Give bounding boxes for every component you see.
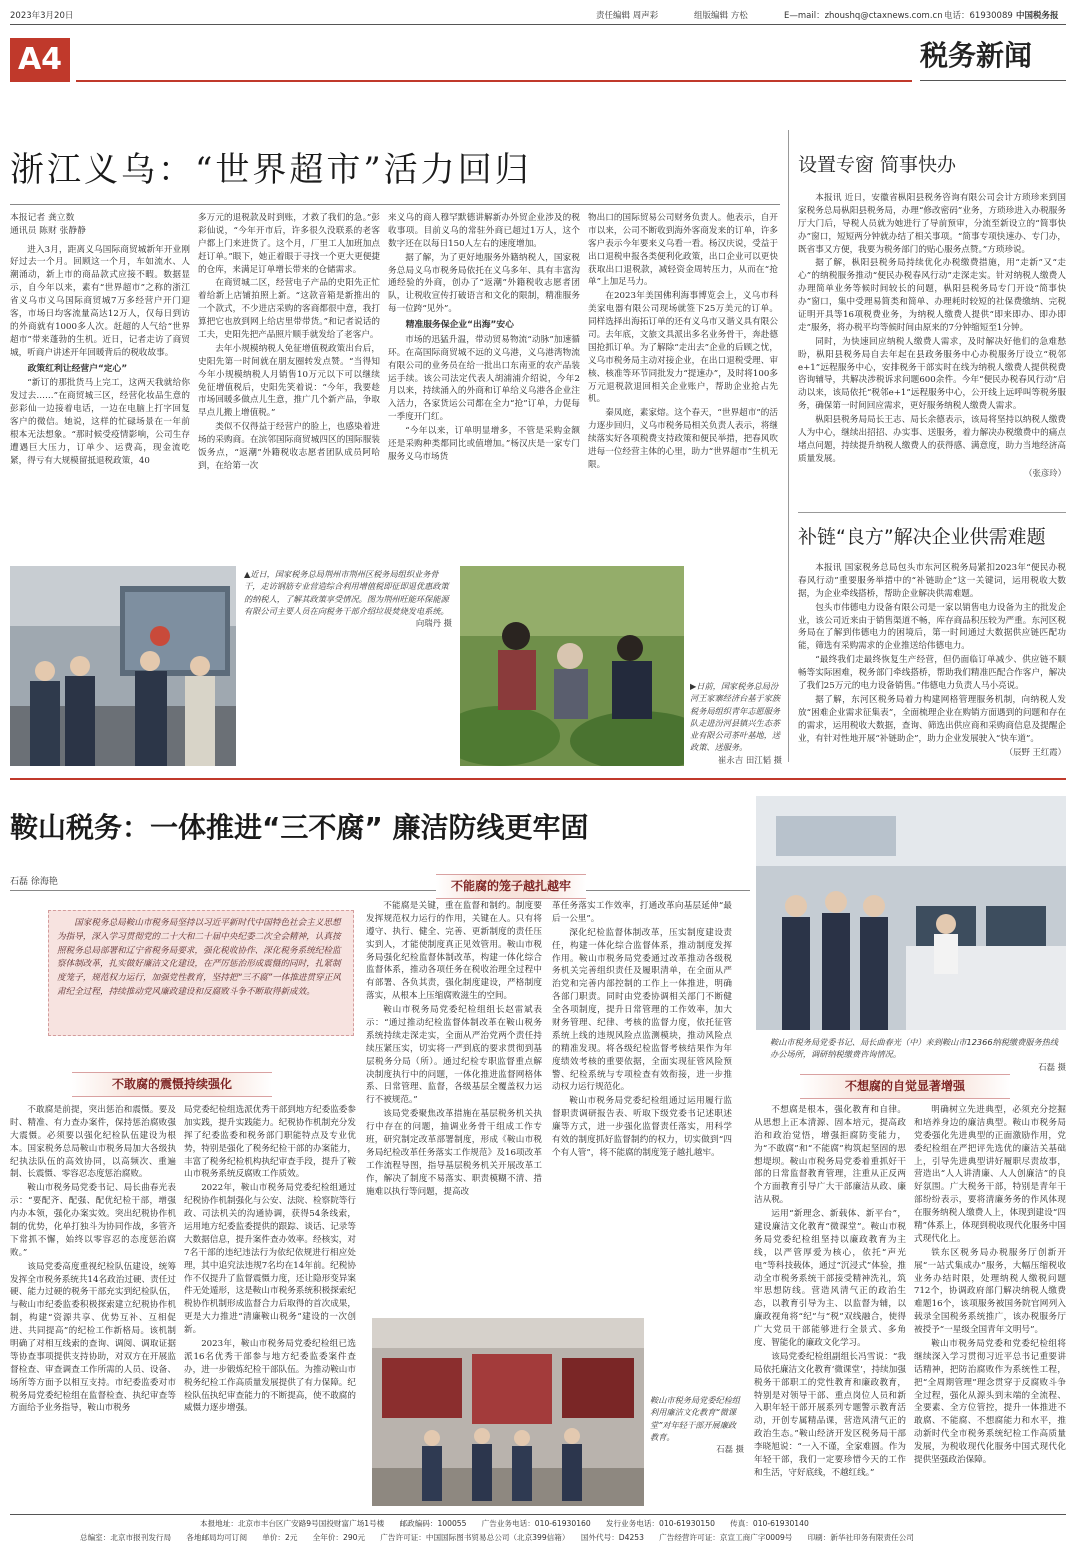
paragraph: 鞍山市税务局党委纪检组组长赵雷斌表示：“通过推动纪检监督体制改革在鞍山税务系统持续走深走实，全面从严治党两个责任持续压紧压实，切实将一严到底的要求贯彻到基层税务分局（所）。通过纪检专职监督重点解决制度执行中的问题，一体化推进监督网格体系、日常管理、监督，各级基层全覆盖权力运行不被规范。” — [366, 1005, 542, 1106]
paragraph: 来义乌的商人穆罕默德讲解新办外贸企业涉及的税收事项。目前义乌的常驻外商已超过1万人，这个数字还在以每日150人左右的速度增加。 — [388, 213, 580, 249]
sidebar-credit: （辰野 王红霞） — [1004, 747, 1066, 758]
paragraph: 明确树立先进典型，必须充分挖掘和培养身边的廉洁典型。鞍山市税务局党委强化先进典型的正面激励作用，党委纪检组在严把评先选优的廉洁关基础上，引导先进典型讲好履职尽责故事，营造出“人人讲清廉、人人创廉洁”的良好氛围。广大税务干部，特别是青年干部纷纷表示，要将清廉务务的作风体现在服务纳税人缴费人上，体现到建设“四精”体系上，体现到税收现代化服务中国式现代化上。 — [914, 1105, 1066, 1244]
paragraph: 不能腐是关键，重在监督和制约。制度要发挥规范权力运行的作用，关键在人。只有将遵守、执行、健全、完善、更新制度的责任压实到人，才能使制度真正见效管用。鞍山市税务局强化纪检监督体制改革，构建一体化综合监督体系，推动各项任务在税收治理全过程中有部署、各负其责，强化制度建设，严格制度落实，从根本上压缩腐败滋生的空间。 — [366, 901, 542, 1002]
subheading: 精准服务保企业“出海”安心 — [405, 320, 514, 331]
paragraph: “新订的那批货马上完工，这两天我就给你发过去……”在商贸城三区，经营化妆品生意的彭彩仙一边接着电话，一边在电脑上打字回复客户的微信。她说，这样的忙碌场景在一年前根本无法想象。“那时候受疫情影响，公司生存遭遇巨大压力，订单少、运费高，现金流吃紧，得亏有大规模留抵退税政策，40 — [10, 378, 190, 466]
paragraph: 不敢腐是前提，突出惩治和震慑。要及时、精准、有力查办案件，保持惩治腐败强大震慑。必须要以强化纪检队伍建设为根本。国家税务总局鞍山市税务局加大各级执纪执法队伍的高效协同，以高频次、重遍制、长震慑、零容忍态度惩治腐败。 — [10, 1105, 176, 1180]
paragraph: 在2023年美国佛利海事博览会上，义乌市科美家电器有限公司现场就签下25万美元的订单。同样选择出海拓订单的还有义乌市又谐义具有限公司。去年底，文旅文具派出多名业务骨干，奔赴德国抢抓订单。为了解除“走出去”企业的后顾之忧，义乌市税务局主动对接企业，在出口退税受理、审核、核准等环节同批发力“提速办”，及时将100多万元退税款退回相关企业账户，帮助企业抢占先机。 — [588, 291, 778, 405]
photo-illustration — [372, 1318, 644, 1506]
paragraph: 深化纪检监督体制改革，压实制度建设责任，构建一体化综合监督体系，推动制度发挥作用。鞍山市税务局党委通过改革推动各级税务机关完善组织责任及履职清单，在全面从严治党和完善内部控制的工作上一体推进，明确各部门职责。同时由党委协调相关部门不断健全各项制度，提升日常管理的工作效率，加大财务管理、纪律、考核的监督力度，依托征管系统上线的违规风险点监测模块，推动风险点的精准发现。将各级纪检监督考核结果作为年度绩效考核的重要依据，全面实现征管风险预警、纪检系统与专项检查有效衔接，进一步推动权力运行规范化。 — [552, 927, 732, 1093]
top-headline: 浙江义乌：“世界超市”活力回归 — [10, 150, 532, 190]
photo-tea-garden — [460, 566, 684, 766]
issue-date: 2023年3月20日 — [10, 11, 74, 21]
photo1-credit: 向瑞丹 摄 — [415, 618, 452, 629]
paragraph: 类似不仅得益于经营户的脸上，也感染着进场的采购商。在滨邻国际商贸城四区的国际服装饭务点，“返潮”外籍税收志愿者团队成员阿哈到，在给第一次 — [198, 422, 380, 471]
page-number: A4 — [17, 42, 63, 77]
sidebar-article-window — [798, 192, 1066, 508]
paragraph: 铁东区税务局办税服务厅创新开展“一站式集成办”服务，大幅压缩税收业务办结时限，处理纳税人缴税问题712个，协调政府部门解决纳税人缴费难题16个，该项服务被国务院官网列入载录全国税务系统推广，该办税服务厅被授予“一星级全国青年文明号”。 — [914, 1247, 1066, 1336]
photo4-caption: 鞍山市税务局党委纪检组利用廉洁文化教育“微课堂”对年轻干部开展廉政教育。 — [650, 1395, 741, 1442]
paragraph: 进入3月，距离义乌国际商贸城新年开业刚好过去一个月。回顾这一个月，车如流水、人潮涌动，新上市的商品款式应接不暇。数据显示，自今年以来，素有“世界超市”之称的浙江省义乌市义乌国际商贸城7万多经营户开门迎客，市场日均客流量高达12万人，仅每日到访的外商就有1000多人次。赶超的人气给“世界超市”带来蓬勃的生机。近日，记者走访了商贸城，听商户讲述开年回暖背后的税收故事。 — [10, 244, 190, 358]
paragraph: 鞍山市税务局党委书记、局长曲春光表示：“要配齐、配强、配优纪检干部，增强内办本领，强化办案实效。突出纪税协作机制的优势，化单打独斗为协同作战，多管齐下常抓不懈，始终以零容忍的态度惩治腐败。” — [10, 1183, 176, 1258]
photo3-caption: 鞍山市税务局党委书记、局长曲春光（中）来到鞍山市12366纳税缴费服务热线办公场所，调研纳税缴费咨询情况。 — [770, 1037, 1059, 1060]
designer-credit: 组版编辑 方松 — [694, 11, 748, 21]
sidebar-article-supply — [798, 562, 1066, 772]
top-col-2 — [198, 212, 380, 522]
photo1-caption-block — [244, 568, 452, 629]
bottom-col-6 — [914, 1104, 1066, 1506]
sidebar-title-supply: 补链“良方”解决企业供需难题 — [798, 526, 1046, 548]
paragraph: 本报讯 近日，安徽省枞阳县税务咨询有限公司会计方琐珍来到国家税务总局枞阳县税务局，办理“修改密码”业务，方琐珍进入办税服务厅大门后，导税人员就为她进行了导前预审，分流至新设立的“简事快办”窗口，短短两分钟就办结了相关事项。“简事专项快速办、专门办，既省事又方便，我要为税务部门的贴心服务点赞。”方琐珍说。 — [798, 193, 1066, 255]
paragraph: 多万元的退税款及时到账，才救了我们的急。”彭彩仙说，“今年开市后，许多很久没联系的老客户都上门来进货了。这个月，厂里工人加班加点赶订单。”眼下，她正着眼于寻找一个更大更便捷的仓库，来满足订单增长带来的仓储需求。 — [198, 213, 380, 275]
photo4-credit: 石磊 摄 — [716, 1444, 744, 1455]
paragraph: 去年小规模纳税人免征增值税政策出台后，史阳先第一时间就在朋友圈转发点赞。“当得知今年小规模纳税人月销售10万元以下可以继续免征增值税后，史阳先笑着说：“今年，我要趁市场回暖多做点儿生意，推广几个新产品，争取早点儿搬上增值税。” — [198, 343, 380, 419]
photo-education-classroom — [372, 1318, 644, 1506]
paragraph: 枞阳县税务局局长王志、局长余德表示，该局将坚持以纳税人缴费人为中心，继续出招招、办实事、送服务，着力解决办税缴费中的痛点堵点问题，持续提升纳税人缴费人的获得感、满意度，助力当地经济高质量发展。 — [798, 415, 1066, 464]
paragraph: 该局党委高度重视纪检队伍建设，统筹发挥全市税务系统共14名政治过硬、责任过硬、能力过硬的税务干部充实到纪检队伍，与鞍山市纪委监委积极探索建立纪税协作机制，构建“资源共享、优势互补、互相促进、共同提高”的纪检工作新格局。该机制明确了对相互线索的查询、调阅、调取证据等协查事项提供支持协助，对双方在开展监督检查、审查调查工作所需的人员、设备、场所等方面予以相互支持。市纪委监委对市税务局党委纪检组在监督检查、执纪审查等方面给予业务指导，鞍山市税务 — [10, 1261, 176, 1414]
top-col-4 — [588, 212, 778, 522]
photo-illustration — [460, 566, 684, 766]
paragraph: 鞍山市税务局党委纪检组通过运用履行监督职责调研报告表、听取下级党委书记述职述廉等方式，进一步强化监督责任落实，用科学有效的制度抓好监督制约的权力，切实做到“四个有人管”，将不能腐的制度笼子越扎越牢。 — [552, 1096, 732, 1158]
photo-hotline-office — [756, 796, 1066, 1030]
bottom-byline: 石磊 徐海艳 — [10, 877, 58, 887]
photo-power-plant-visit — [10, 566, 236, 766]
paragraph: 据了解，东河区税务局着力构建网格管理服务机制，向纳税人发放“困难企业需求征集表”，全面梳理企业在购销方面遇到的问题和存在的需求，运用税收大数据，查询、筛选出供应商和采购商信息及提醒企业，有针对性地开展“补链助企”，助力企业发展驶入“快车道”。 — [798, 694, 1066, 744]
byline-correspondent: 通讯员 陈财 张静静 — [10, 225, 86, 236]
paragraph: 不想腐是根本，强化教育和自律。从思想上正本清源、固本培元，提高政治和政治觉悟，增强拒腐防变能力，为“不敢腐”和“不能腐”构筑起坚固的思想堤坝。鞍山市税务局党委着重抓好干部的日常监督教育管理，注重从正反两个方面教育引导广大干部廉洁从政、廉洁从税。 — [754, 1105, 906, 1206]
editor-credit: 责任编辑 周声彩 — [596, 11, 659, 21]
photo-illustration — [10, 566, 236, 766]
bottom-col-5 — [754, 1104, 906, 1506]
bottom-col-3 — [366, 900, 542, 1300]
paragraph: 据了解，枞阳县税务局持续优化办税缴费措施，用“走新”又“走心”的纳税服务推动“便民办税春风行动”走深走实。针对纳税人缴费人办理简单业务等候时间较长的问题，枞阳县税务局专门开设“简事快办”窗口，集中受理易简类和简单、办理耗时较短的社保费缴纳、完税证明开具等16项税费业务，为纳税人缴费人提供“即来即办、即办即走”服务，将办税平均等候时间由原来的7分钟缩短至1分钟。 — [798, 258, 1066, 333]
sidebar-credit: （张彦玲） — [1024, 467, 1066, 478]
paragraph: 2023年，鞍山市税务局党委纪检组已选派16名优秀干部参与地方纪委监委案件查办，进一步锻炼纪检干部队伍。为推动鞍山市税务纪检工作高质量发展提供了有力保障。纪检队伍执纪审查能力的不断提高，使不敢腐的威慑力逐步增强。 — [184, 1339, 356, 1414]
bottom-col-1 — [10, 1104, 176, 1504]
contact-phone: 电话：61930089 — [944, 11, 1013, 21]
photo4-caption-block — [650, 1394, 744, 1455]
footer-line-2: 总编室：北京市报刊发行局 各地邮局均可订阅 单价：2元 全年价：290元 广告许可证：中国国际图书贸易总公司（北京399信箱） 国外代号：D4253 广告经营许可证：京宣工商广字0009号 印刷：新华社印务有限责任公司 — [80, 1533, 914, 1542]
paragraph: 据了解，为了更好地服务外籍纳税人，国家税务总局义乌市税务局依托在义乌多年、具有丰富沟通经验的外商，创办了“返潮”外籍税收志愿者团队，让税收宣传打破语言和文化的限制，精准服务每一位跨“见外”。 — [388, 252, 580, 315]
contact-email: E—mail：zhoushq@ctaxnews.com.cn — [784, 11, 943, 21]
subheading-cannot-corrupt: 不能腐的笼子越扎越牢 — [436, 874, 586, 899]
paragraph: 同时，为快速回应纳税人缴费人需求，及时解决好他们的急难愁盼，枞阳县税务局自去年起在县政务服务中心办税服务厅设立“税邻e+1”远程服务中心，安排税务干部实时在线为纳税人缴费人提供税费咨询辅导，共解决涉税诉求问题600余件。今年“便民办税春风行动”启动以来，该局依托“税邻e+1”远程服务中心，公开线上远呼叫等税务服务，确保第一时间回应需求，更好服务纳税人缴费人需求。 — [798, 336, 1066, 412]
paragraph: 包头市伟德电力设备有限公司是一家以销售电力设备为主的批发企业，该公司近来由于销售渠道不畅，库存商品积压较为严重。东河区税务局在了解到伟德电力的困境后，第一时间通过大数据供应链匹配功能，筛选有采购需求的企业推送给伟德电力。 — [798, 602, 1066, 652]
page-number-badge — [10, 38, 70, 82]
paragraph: 革任务落实工作效率，打通改革向基层延伸“最后一公里”。 — [552, 901, 732, 924]
intro-text: 国家税务总局鞍山市税务局坚持以习近平新时代中国特色社会主义思想为指导，深入学习贯彻党的二十大和二十届中央纪委二次全会精神，认真按照税务总局部署和辽宁省税务局要求，强化税收协作、深化税务系统纪检监察体制改革，扎实做好廉洁文化建设，在严厉惩治形成震慑的同时，扎紧制度笼子，规范权力运行，加强党性教育，坚持把“三不腐”一体推进贯穿正风肃纪全过程，持续推动党风廉政建设和反腐败斗争不断取得新成效。 — [57, 918, 341, 997]
top-col-1 — [10, 212, 190, 522]
subheading-dare-not: 不敢腐的震慑持续强化 — [72, 1072, 272, 1097]
paragraph: 在商贸城二区，经营电子产品的史阳先正忙着给新上店铺拍照上新。“这款音箱是新推出的一个款式，不少进店采购的客商都很中意，我打算把它也放到网上给店里带带货。”和记者说话的工夫，史阳先把产品照片顺手就发给了老客户。 — [198, 278, 380, 341]
paragraph: 2022年，鞍山市税务局党委纪检组通过纪税协作机制强化与公安、法院、检察院等行政、司法机关的沟通协调，获得54条线索，运用地方纪委监委提供的跟踪、谈话、记录等大数据信息，提升案件查办效率。经核实，对7名干部的违纪违法行为依纪依规进行相应处理，其中追究法违规7名均在14年前。纪税协作不仅提升了监督震慑力度，还让隐形变异案件无处遁形，这是鞍山市税务系统积极探索纪税协作机制形成监督合力后取得的首次成果，更是大力推进“清廉鞍山税务”建设的一次创新。 — [184, 1183, 356, 1336]
paper-name: 中国税务报 — [1016, 11, 1059, 21]
paragraph: “最终我们走最终恢复生产经营，但仍面临订单减少、供应链不顺畅等实际困难，税务部门牵线搭桥，帮助我们精准匹配合作客户，解决了我们25万元的电力设备销售。”伟德电力负责人马小亮说。 — [798, 655, 1066, 692]
photo1-caption: ▲近日，国家税务总局荆州市荆州区税务局组织业务骨干，走访钢筋专业营造综合利用增值税即征即退优惠政策的纳税人，了解其政策享受情况。图为荆州旺能环保能源有限公司主要人员在向税务干部介绍垃圾焚烧发电系统。 — [244, 569, 449, 616]
paragraph: 该局党委纪检组副组长冯雪说：“我局依托廉洁文化教育‘微课堂’，持续加强税务干部职工的党性教育和廉政教育，特别是对领导干部、重点岗位人员和新入职年轻干部开展系列专题警示教育活动，开创专属精品课，营造风清气正的政治生态。”鞍山经济开发区税务局干部李晓旭说：“一入不谨，全家难圆。作为年轻干部，我们一定要珍惜今天的工作和生活，守好底线，不越红线。” — [754, 1351, 906, 1478]
footer-line-1: 本报地址：北京市丰台区广安路9号国投财富广场1号楼 邮政编码：100055 广告业务电话：010-61930160 发行业务电话：010-61930150 传真：010-61930140 — [200, 1519, 809, 1528]
paragraph: 运用“新理念、新载体、新平台”，建设廉洁文化教育“微课堂”。鞍山市税务局党委纪检组坚持以廉政教育为主线，以严管厚爱为核心，依托“声光电”等科技载体，通过“沉浸式”体验，推动全市税务系统干部接受精神洗礼，筑牢思想防线。营造风清气正的政治生态，以教育引导为主、以监督为辅，以廉政视角将“纪”与“税”双线融合，使得广大党员干部能够进行全景式、多角度、智能化的廉政文化学习。 — [754, 1209, 906, 1349]
top-col-3 — [388, 212, 580, 522]
paragraph: 局党委纪检组选派优秀干部到地方纪委监委参加实践，提升实践能力。纪税协作机制充分发挥了纪委监委和税务部门职能特点及专业优势，特别是强化了税务纪检干部的办案能力，丰富了税务纪检机构执纪审查手段，提升了鞍山市税务系统反腐败工作质效。 — [184, 1105, 356, 1180]
paragraph: 市场的迅猛升温，带动贸易物流“动脉”加速循环。在高国际商贸城不远的义乌港，义乌港湾物流有限公司的业务员在给一批出口东南亚的农产品装运手续。该公司法定代表人胡浦浦介绍说，今年2月以来，持续涌入的外商和订单给义乌港各企业注入活力，各家货运公司都在全力“抢”订单，力促每一季度开门红。 — [388, 334, 580, 423]
subheading: 政策红利让经营户“定心” — [27, 363, 128, 374]
photo3-credit: 石磊 摄 — [1038, 1061, 1066, 1072]
intro-box — [48, 910, 354, 1036]
photo2-credit: 崔永吉 田江韬 摄 — [718, 754, 782, 765]
paragraph: “今年以来，订单明显增多，不管是采购金额还是采购种类都同比或值增加。”杨汉庆是一家专门服务义乌市场货 — [388, 426, 580, 462]
photo2-caption: ▶日前，国家税务总局汾河王家寨经济台基于家族税务局组织青年志愿服务队走进汾河县镇兴生态茶业有限公司茶叶基地，送政策、送服务。 — [690, 681, 781, 753]
paragraph: 物出口的国际贸易公司财务负责人。他表示，自开市以来，公司不断收到海外客商发来的订单，许多客户表示今年要来义乌看一看。杨汉庆说，受益于出口退税申报各类便利化政策，出口企业可以更快获取出口退税款，减轻资金周转压力，从而在“抢单”上加足马力。 — [588, 213, 778, 288]
bottom-col-2 — [184, 1104, 356, 1504]
paragraph: 鞍山市税务局党委和党委纪检组将继续深入学习贯彻习近平总书记重要讲话精神，把防治腐败作为系统性工程，把“全周期管理”理念贯穿于反腐败斗争全过程，强化从源头到末端的全流程、全要素、全方位管控，提升一体推进不敢腐、不能腐、不想腐能力和水平，推动新时代全市税务系统纪检工作高质量发展，为税收现代化服务中国式现代化提供坚强政治保障。 — [914, 1339, 1066, 1466]
bottom-headline: 鞍山税务：一体推进“三不腐” 廉洁防线更牢固 — [10, 811, 589, 844]
photo-illustration — [756, 796, 1066, 1030]
subheading-do-not-want: 不想腐的自觉显著增强 — [800, 1074, 1010, 1099]
photo3-caption-block — [770, 1036, 1066, 1073]
paragraph: 秦凤庭，素家熔。这个春天，“世界超市”的活力逐步回归，义乌市税务局相关负责人表示，将继续落实好各项税费支持政策和便民举措，把春风吹进每一位经营主体的心里，助力“世界超市”生机无限。 — [588, 408, 778, 470]
bottom-col-4 — [552, 900, 732, 1300]
paragraph: 本报讯 国家税务总局包头市东河区税务局紧扣2023年“便民办税春风行动”重要服务举措中的“补链助企”这一关键词，运用税收大数据，为企业牵线搭桥，帮助企业解决供需难题。 — [798, 563, 1066, 599]
section-title: 税务新闻 — [920, 39, 1033, 72]
photo2-caption-block — [690, 680, 782, 766]
byline-reporter: 本报记者 龚立数 — [10, 213, 75, 223]
paragraph: 该局党委聚焦改革措施在基层税务机关执行中存在的问题，抽调业务骨干组成工作专班，研究制定改革部署制度，形成《鞍山市税务局纪检改革任务落实工作规范》及16项改革工作流程导图，指导基层税务机关开展改革工作，解决了制度不易落实、职责模糊不清、措施难以执行等问题，提高改 — [366, 1109, 542, 1197]
sidebar-title-window: 设置专窗 简事快办 — [798, 154, 957, 176]
